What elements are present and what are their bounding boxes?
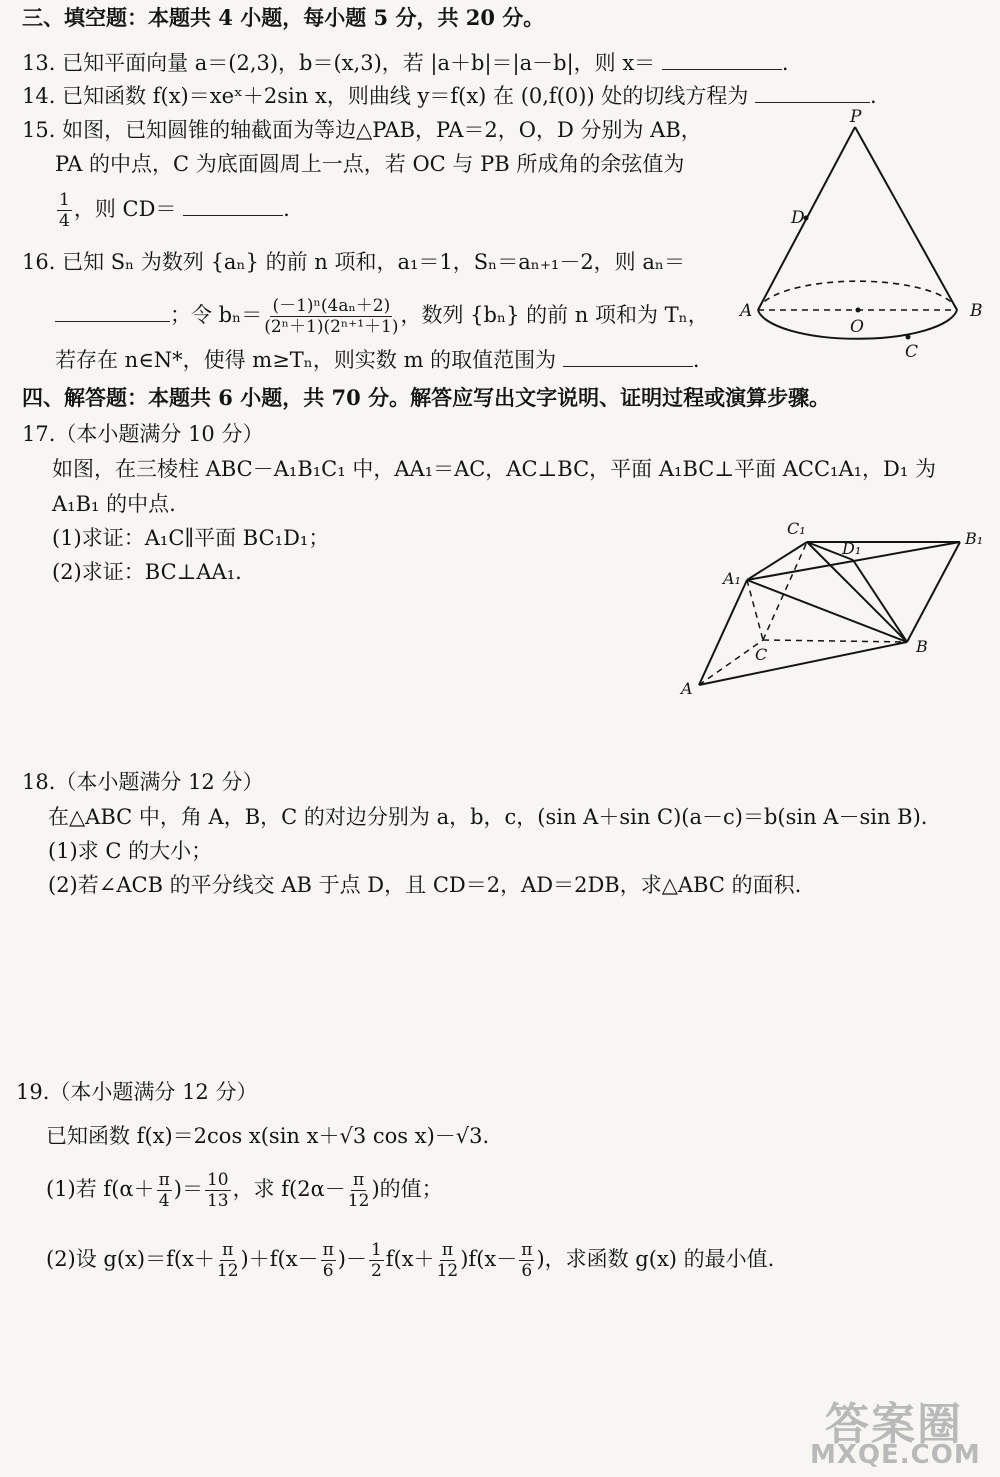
prism-label-c1: C₁ <box>787 519 806 538</box>
q16-line2: ；令 bₙ＝ $\frac{\text{(－1)ⁿ(4aₙ＋2)}}{\text{(2ⁿ＋1)(2ⁿ⁺¹＋1)}}$ ，数列 {bₙ} 的前 n 项和为 Tₙ， <box>55 296 709 337</box>
q16-line1: 16. 已知 Sₙ 为数列 {aₙ} 的前 n 项和，a₁＝1，Sₙ＝aₙ₊₁－2，则 aₙ＝ <box>22 250 685 274</box>
prism-label-a: A <box>681 679 693 698</box>
q15-fraction: $\frac{1}{4}$ <box>59 190 70 231</box>
q17-part1: (1)求证：A₁C∥平面 BC₁D₁； <box>52 526 330 550</box>
q19-line1: 已知函数 f(x)＝2cos x(sin x＋√3 cos x)－√3. <box>46 1124 490 1148</box>
watermark-logo: 答案圈 <box>825 1399 963 1450</box>
q17-title: 17.（本小题满分 10 分） <box>22 422 264 446</box>
q15-line1: 15. 如图，已知圆锥的轴截面为等边△PAB，PA＝2，O，D 分别为 AB， <box>22 118 702 142</box>
q18-part1: (1)求 C 的大小； <box>48 839 213 863</box>
cone-label-o: O <box>850 317 864 337</box>
section3-heading: 三、填空题：本题共 4 小题，每小题 5 分，共 20 分。 <box>22 5 545 30</box>
prism-label-a1: A₁ <box>723 569 741 588</box>
q18-part2: (2)若∠ACB 的平分线交 AB 于点 D，且 CD＝2，AD＝2DB，求△ABC 的面积. <box>48 873 802 897</box>
q16-answer-blank-1 <box>55 303 170 322</box>
question-14: 14. 已知函数 f(x)＝xeˣ＋2sin x，则曲线 y＝f(x) 在 (0,f(0)) 处的切线方程为 . <box>22 84 877 108</box>
q17-line1: 如图，在三棱柱 ABC－A₁B₁C₁ 中，AA₁＝AC，AC⊥BC，平面 A₁BC⊥平面 ACC₁A₁，D₁ 为 <box>52 457 936 481</box>
q16-answer-blank-2 <box>563 348 693 367</box>
cone-label-a: A <box>740 301 753 321</box>
cone-label-p: P <box>850 107 862 127</box>
q14-answer-blank <box>755 84 870 103</box>
q16-line3: 若存在 n∈N*，使得 m≥Tₙ，则实数 m 的取值范围为 . <box>55 348 700 372</box>
q15-line2: PA 的中点，C 为底面圆周上一点，若 OC 与 PB 所成角的余弦值为 <box>55 152 685 176</box>
cone-label-c: C <box>905 342 919 362</box>
q18-title: 18.（本小题满分 12 分） <box>22 770 264 794</box>
q18-line1: 在△ABC 中，角 A，B，C 的对边分别为 a，b，c，(sin A＋sin C)(a－c)＝b(sin A－sin B). <box>48 805 928 829</box>
cone-figure <box>735 105 995 370</box>
section4-heading: 四、解答题：本题共 6 小题，共 70 分。解答应写出文字说明、证明过程或演算步骤。 <box>22 385 831 410</box>
q13-text: 13. 已知平面向量 a＝(2,3)，b＝(x,3)，若 |a＋b|＝|a－b|，则 x＝ <box>22 51 656 75</box>
prism-label-d1: D₁ <box>842 539 862 558</box>
prism-label-c: C <box>755 645 768 664</box>
q16-fraction: $\frac{\text{(－1)ⁿ(4aₙ＋2)}}{\text{(2ⁿ＋1)(2ⁿ⁺¹＋1)}}$ <box>264 296 399 337</box>
q17-line2: A₁B₁ 的中点. <box>52 492 176 516</box>
prism-figure <box>675 512 995 702</box>
prism-label-b1: B₁ <box>965 529 984 548</box>
q15-answer-blank <box>183 197 283 216</box>
question-13: 13. 已知平面向量 a＝(2,3)，b＝(x,3)，若 |a＋b|＝|a－b|，则 x＝ . <box>22 51 789 75</box>
q13-answer-blank <box>662 51 782 70</box>
q17-part2: (2)求证：BC⊥AA₁. <box>52 560 242 584</box>
q15-line3: $\frac{1}{4}$ ，则 CD＝ . <box>59 190 290 231</box>
cone-label-b: B <box>970 301 983 321</box>
cone-label-d: D <box>791 208 805 228</box>
q19-part2: (2)设 g(x)＝f(x＋ $\frac{\pi}{12}$ )＋f(x－ $\frac{\pi}{6}$ )－ $\frac{1}{2}$ f(x＋ $\frac{\pi}{12}$ )f(x－ $\frac{\pi}{6}$ )，求函数 g(x) 的最小值. <box>46 1240 775 1281</box>
prism-label-b: B <box>916 637 928 656</box>
watermark-url: MXQE.COM <box>810 1440 981 1470</box>
q19-part1: (1)若 f(α＋ $\frac{\pi}{4}$ )＝ $\frac{10}{13}$ ，求 f(2α－ $\frac{\pi}{12}$ )的值； <box>46 1170 443 1211</box>
q19-title: 19.（本小题满分 12 分） <box>16 1080 258 1104</box>
q14-text: 14. 已知函数 f(x)＝xeˣ＋2sin x，则曲线 y＝f(x) 在 (0,f(0)) 处的切线方程为 <box>22 84 749 108</box>
